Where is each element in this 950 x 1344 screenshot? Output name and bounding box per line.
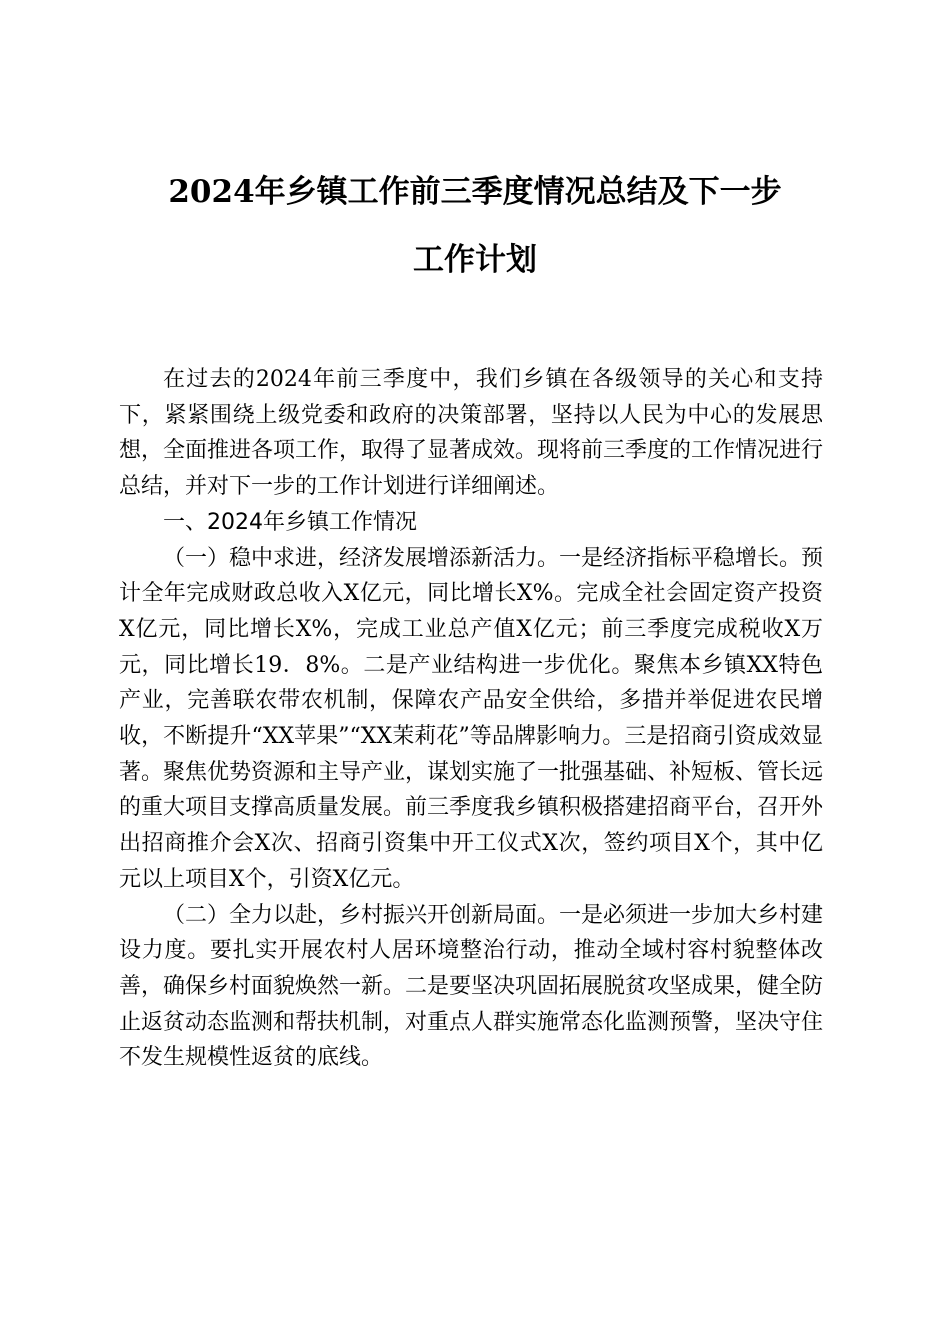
document-title-line2: 工作计划 — [413, 242, 537, 278]
paragraph-economy: （一）稳中求进，经济发展增添新活力。一是经济指标平稳增长。预计全年完成财政总收入X亿元，同比增长X%。完成全社会固定资产投资X亿元，同比增长X%，完成工业总产值X亿元；前三季度完成税收X万元，同比增长19．8%。二是产业结构进一步优化。聚焦本乡镇XX特色产业，完善联农带农机制，保障农产品安全供给，多措并举促进农民增收，不断提升“XX苹果”“XX茉莉花”等品牌影响力。三是招商引资成效显著。聚焦优势资源和主导产业，谋划实施了一批强基础、补短板、管长远的重大项目支撑高质量发展。前三季度我乡镇积极搭建招商平台，召开外出招商推介会X次、招商引资集中开工仪式X次，签约项目X个，其中亿元以上项目X个，引资X亿元。 — [119, 545, 824, 892]
document-title-line1: 2024年乡镇工作前三季度情况总结及下一步 — [168, 174, 782, 210]
paragraph-rural-revitalization: （二）全力以赴，乡村振兴开创新局面。一是必须进一步加大乡村建设力度。要扎实开展农村人居环境整治行动，推动全域村容村貌整体改善，确保乡村面貌焕然一新。二是要坚决巩固拓展脱贫攻坚成果，健全防止返贫动态监测和帮扶机制，对重点人群实施常态化监测预警，坚决守住不发生规模性返贫的底线。 — [119, 902, 824, 1071]
section-heading: 一、2024年乡镇工作情况 — [163, 509, 417, 535]
document-body — [119, 362, 823, 1076]
intro-paragraph: 在过去的2024年前三季度中，我们乡镇在各级领导的关心和支持下，紧紧围绕上级党委和政府的决策部署，坚持以人民为中心的发展思想，全面推进各项工作，取得了显著成效。现将前三季度的工作情况进行总结，并对下一步的工作计划进行详细阐述。 — [119, 367, 824, 500]
